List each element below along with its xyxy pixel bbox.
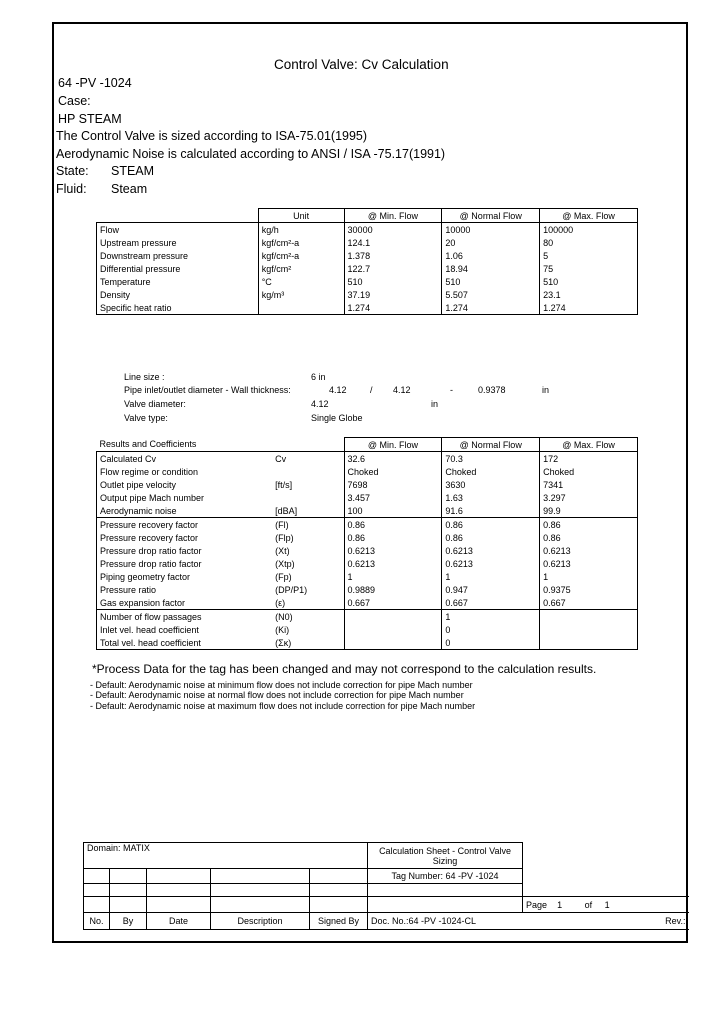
param-name: Downstream pressure [97,249,259,262]
page-of-label: of [584,899,593,910]
table-row [97,236,638,249]
result-max-flow: 0.6213 [540,557,638,570]
standard-line: The Control Valve is sized according to ISA-75.01(1995) [56,129,368,143]
note-line: - Default: Aerodynamic noise at minimum flow does not include correction for pipe Mach number [90,680,473,690]
domain-cell: Domain: MATIX [84,843,368,869]
valve-type-label: Valve type: [124,413,168,423]
value-normal-flow: 10000 [442,223,540,237]
param-unit: kgf/cm²-a [258,249,344,262]
result-symbol: (Flp) [272,531,344,544]
result-min-flow: 7698 [344,478,442,491]
result-normal-flow: 91.6 [442,504,540,518]
result-name: Gas expansion factor [97,596,273,610]
col-description: Description [211,913,310,930]
result-name: Outlet pipe velocity [97,478,273,491]
sheet-title: Calculation Sheet - Control Valve Sizing [368,843,523,869]
table-row [97,544,638,557]
result-name: Number of flow passages [97,610,273,624]
table-row [97,223,638,237]
note-line: - Default: Aerodynamic noise at normal flow does not include correction for pipe Mach number [90,690,464,700]
value-max-flow: 100000 [540,223,638,237]
table-row [97,262,638,275]
result-min-flow: 3.457 [344,491,442,504]
valve-diameter-label: Valve diameter: [124,399,186,409]
result-symbol: (Ki) [272,623,344,636]
value-min-flow: 30000 [344,223,442,237]
line-size-label: Line size : [124,372,165,382]
result-normal-flow: 1.63 [442,491,540,504]
state-label: State: [56,164,89,178]
col-unit: Unit [258,209,344,223]
result-max-flow [540,623,638,636]
title-block [83,842,689,930]
state-value: STEAM [111,164,155,178]
table-row [97,636,638,650]
result-normal-flow: 0.6213 [442,557,540,570]
result-symbol [272,491,344,504]
value-min-flow: 122.7 [344,262,442,275]
result-name: Pressure drop ratio factor [97,557,273,570]
result-name: Pressure recovery factor [97,531,273,544]
table-row [97,531,638,544]
param-unit: kg/h [258,223,344,237]
table-row [97,557,638,570]
result-symbol: (Xt) [272,544,344,557]
result-name: Aerodynamic noise [97,504,273,518]
result-normal-flow: Choked [442,465,540,478]
table-row [97,570,638,583]
process-data-warning: *Process Data for the tag has been changed and may not correspond to the calculation results. [92,662,597,676]
note-line: - Default: Aerodynamic noise at maximum flow does not include correction for pipe Mach number [90,701,476,711]
result-max-flow: 0.6213 [540,544,638,557]
result-normal-flow: 1 [442,610,540,624]
table-row [97,504,638,518]
pipe-outlet-value: 4.12 [393,385,411,395]
result-min-flow [344,623,442,636]
results-header-row [97,438,638,452]
table-row [97,275,638,288]
result-name: Pressure recovery factor [97,518,273,532]
param-name: Differential pressure [97,262,259,275]
result-normal-flow: 70.3 [442,452,540,466]
result-normal-flow: 0.86 [442,518,540,532]
revision: Rev.: [608,913,689,930]
col-by: By [110,913,147,930]
table-row [97,465,638,478]
valve-type-value: Single Globe [311,413,363,423]
result-min-flow: 0.86 [344,531,442,544]
table-row [97,596,638,610]
param-unit: kgf/cm² [258,262,344,275]
service-name: HP STEAM [58,112,122,126]
results-table [96,437,638,650]
value-min-flow: 124.1 [344,236,442,249]
param-name: Flow [97,223,259,237]
value-min-flow: 37.19 [344,288,442,301]
result-min-flow: 1 [344,570,442,583]
results-col-max: @ Max. Flow [540,438,638,452]
valve-diameter-value: 4.12 [311,399,329,409]
doc-number: Doc. No.:64 -PV -1024-CL [368,913,608,930]
value-normal-flow: 510 [442,275,540,288]
pipe-diameter-label: Pipe inlet/outlet diameter - Wall thickness: [124,385,291,395]
result-min-flow: 0.667 [344,596,442,610]
pipe-separator: / [370,385,373,395]
page-total: 1 [604,899,610,910]
result-symbol: (DP/P1) [272,583,344,596]
value-max-flow: 510 [540,275,638,288]
result-min-flow: Choked [344,465,442,478]
value-max-flow: 75 [540,262,638,275]
page-title: Control Valve: Cv Calculation [274,57,449,72]
result-max-flow: 172 [540,452,638,466]
value-max-flow: 23.1 [540,288,638,301]
result-normal-flow: 0.947 [442,583,540,596]
value-normal-flow: 18.94 [442,262,540,275]
table-row [97,610,638,624]
col-min-flow: @ Min. Flow [344,209,442,223]
result-symbol: (Fp) [272,570,344,583]
result-min-flow [344,610,442,624]
result-min-flow: 0.86 [344,518,442,532]
result-name: Piping geometry factor [97,570,273,583]
pipe-unit: in [542,385,550,395]
result-max-flow: 99.9 [540,504,638,518]
result-normal-flow: 0 [442,636,540,650]
value-normal-flow: 1.274 [442,301,540,315]
result-symbol [272,465,344,478]
table-row [97,518,638,532]
result-max-flow: Choked [540,465,638,478]
value-min-flow: 1.378 [344,249,442,262]
result-normal-flow: 3630 [442,478,540,491]
valve-diameter-unit: in [431,399,439,409]
tag-id: 64 -PV -1024 [58,76,132,90]
page-number: 1 [557,899,563,910]
result-symbol: (ε) [272,596,344,610]
result-symbol: [dBA] [272,504,344,518]
noise-standard-line: Aerodynamic Noise is calculated according to ANSI / ISA -75.17(1991) [56,147,446,161]
fluid-label: Fluid: [56,182,87,196]
result-name: Pressure drop ratio factor [97,544,273,557]
result-min-flow: 32.6 [344,452,442,466]
results-title: Results and Coefficients [99,439,197,450]
result-max-flow: 0.667 [540,596,638,610]
result-normal-flow: 0 [442,623,540,636]
result-max-flow: 1 [540,570,638,583]
param-name: Density [97,288,259,301]
result-name: Inlet vel. head coefficient [97,623,273,636]
value-max-flow: 80 [540,236,638,249]
process-header-row [97,209,638,223]
result-max-flow [540,636,638,650]
value-normal-flow: 20 [442,236,540,249]
results-col-min: @ Min. Flow [344,438,442,452]
result-symbol: (Σκ) [272,636,344,650]
param-name: Temperature [97,275,259,288]
col-signed-by: Signed By [310,913,368,930]
result-max-flow: 7341 [540,478,638,491]
value-normal-flow: 5.507 [442,288,540,301]
fluid-value: Steam [111,182,148,196]
col-normal-flow: @ Normal Flow [442,209,540,223]
result-symbol: (Xtp) [272,557,344,570]
page-label: Page [526,899,548,910]
result-max-flow: 3.297 [540,491,638,504]
param-name: Specific heat ratio [97,301,259,315]
result-max-flow: 0.86 [540,531,638,544]
value-normal-flow: 1.06 [442,249,540,262]
result-name: Calculated Cv [97,452,273,466]
param-name: Upstream pressure [97,236,259,249]
result-normal-flow: 0.86 [442,531,540,544]
result-min-flow: 0.9889 [344,583,442,596]
result-max-flow: 0.86 [540,518,638,532]
case-label: Case: [58,94,91,108]
table-row [97,301,638,315]
wall-thickness-value: 0.9378 [478,385,506,395]
value-max-flow: 5 [540,249,638,262]
result-min-flow: 0.6213 [344,557,442,570]
table-row [97,288,638,301]
col-no: No. [84,913,110,930]
param-unit [258,301,344,315]
result-symbol: (Fl) [272,518,344,532]
result-name: Output pipe Mach number [97,491,273,504]
col-max-flow: @ Max. Flow [540,209,638,223]
table-row [97,491,638,504]
result-normal-flow: 1 [442,570,540,583]
param-unit: kgf/cm²-a [258,236,344,249]
value-min-flow: 510 [344,275,442,288]
wall-separator: - [450,385,453,395]
result-symbol: [ft/s] [272,478,344,491]
table-row [97,249,638,262]
table-row [97,583,638,596]
value-max-flow: 1.274 [540,301,638,315]
result-symbol: Cv [272,452,344,466]
col-date: Date [147,913,211,930]
result-min-flow: 0.6213 [344,544,442,557]
process-data-table [96,208,638,315]
table-row [97,452,638,466]
result-min-flow [344,636,442,650]
table-row [97,623,638,636]
result-normal-flow: 0.667 [442,596,540,610]
results-col-normal: @ Normal Flow [442,438,540,452]
result-symbol: (N0) [272,610,344,624]
result-normal-flow: 0.6213 [442,544,540,557]
param-unit: °C [258,275,344,288]
result-max-flow: 0.9375 [540,583,638,596]
result-name: Total vel. head coefficient [97,636,273,650]
param-unit: kg/m³ [258,288,344,301]
result-name: Pressure ratio [97,583,273,596]
tag-number: Tag Number: 64 -PV -1024 [368,869,523,884]
line-size-value: 6 in [311,372,326,382]
result-min-flow: 100 [344,504,442,518]
result-name: Flow regime or condition [97,465,273,478]
table-row [97,478,638,491]
value-min-flow: 1.274 [344,301,442,315]
pipe-inlet-value: 4.12 [329,385,347,395]
result-max-flow [540,610,638,624]
